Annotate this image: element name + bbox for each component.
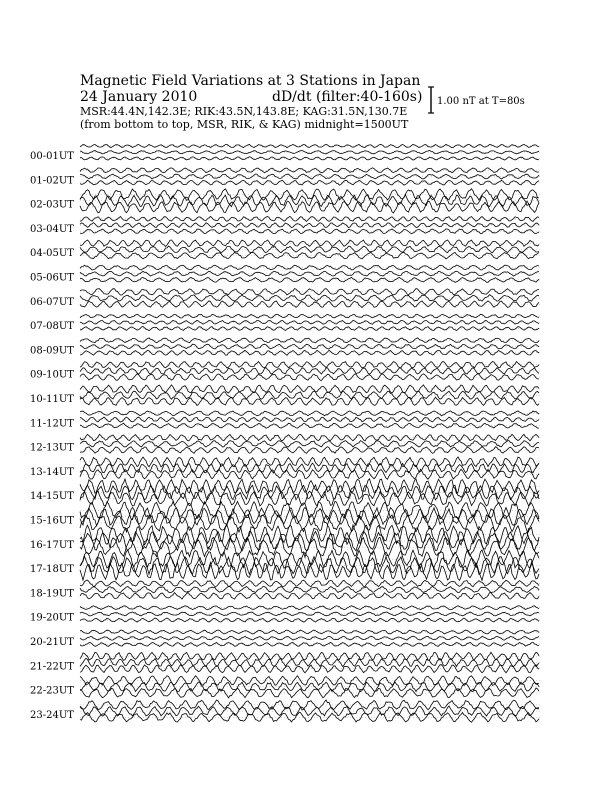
- row-label: 10-11UT: [30, 394, 74, 405]
- row-label: 20-21UT: [30, 637, 74, 648]
- trace-rik: [80, 658, 539, 666]
- row-label: 17-18UT: [30, 564, 74, 576]
- row-label: 09-10UT: [30, 369, 74, 381]
- row-label: 07-08UT: [30, 321, 74, 333]
- trace-msr: [80, 327, 539, 331]
- trace-kag: [80, 411, 539, 416]
- trace-rows: [30, 144, 540, 722]
- row-label: 13-14UT: [30, 466, 74, 478]
- row-label: 02-03UT: [30, 199, 74, 211]
- row-label: 14-15UT: [30, 491, 74, 503]
- row-label: 06-07UT: [30, 296, 74, 308]
- row-label: 16-17UT: [30, 539, 74, 551]
- row-label: 15-16UT: [30, 515, 74, 527]
- row-label: 11-12UT: [30, 418, 74, 430]
- trace-kag: [80, 606, 539, 610]
- row-label: 01-02UT: [30, 175, 74, 187]
- scale-label: 1.00 nT at T=80s: [437, 96, 525, 107]
- row-label: 03-04UT: [30, 223, 74, 235]
- order-note: (from bottom to top, MSR, RIK, & KAG) midnight=1500UT: [80, 118, 409, 131]
- row-label: 08-09UT: [30, 345, 74, 357]
- row-label: 05-06UT: [30, 272, 74, 284]
- row-label: 18-19UT: [30, 588, 74, 600]
- trace-rik: [80, 368, 539, 375]
- trace-rik: [80, 485, 539, 500]
- row-label: 22-23UT: [30, 685, 74, 697]
- stations-label: MSR:44.4N,142.3E; RIK:43.5N,143.8E; KAG:31.5N,130.7E: [80, 105, 408, 118]
- row-label: 12-13UT: [30, 442, 74, 454]
- trace-kag: [80, 700, 539, 710]
- row-label: 19-20UT: [30, 612, 74, 624]
- row-label: 04-05UT: [30, 248, 74, 260]
- date-label: 24 January 2010: [80, 89, 198, 105]
- row-label: 21-22UT: [30, 661, 74, 673]
- chart-title: Magnetic Field Variations at 3 Stations in Japan: [80, 73, 421, 89]
- trace-kag: [80, 580, 539, 587]
- quantity-label: dD/dt (filter:40-160s): [272, 89, 423, 105]
- row-label: 00-01UT: [30, 151, 74, 162]
- row-label: 23-24UT: [30, 709, 74, 721]
- scale-bar: [428, 87, 525, 113]
